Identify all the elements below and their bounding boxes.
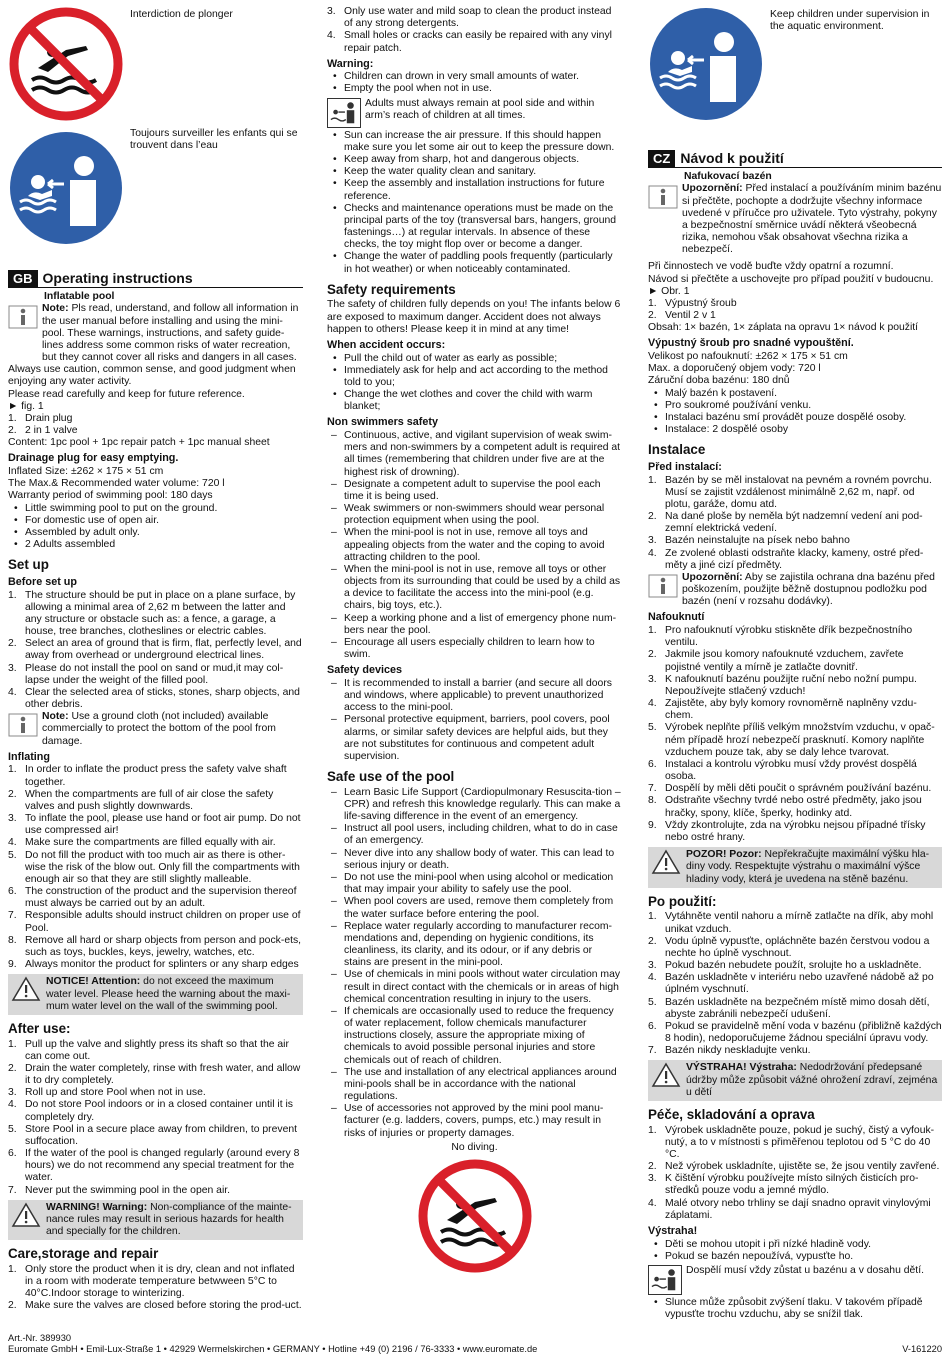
gb-misc-list: • Sun can increase the air pressure. If this should happen make sure you let some air out to keep the pressure down. • Keep away from sharp, hot and dangerous objects. • Keep the water quality clean and sanitary. • Keep the assembly and installation instructions for future reference. • Checks and maintenance operations must be made on the principal parts of the toy (transversal bars, hangers, ground fastenings…) at regular intervals. In absence of these checks, the toy might flop over or become a danger. • Change the water of paddling pools frequently (particularly in hot weather) or when noticeably contaminated. [327,130,622,276]
gb-spec-warranty: Warranty period of swimming pool: 180 days [8,490,213,502]
cz-misc-list: • Slunce může způsobit zvýšení tlaku. V takovém případě vypusťte trochu vzduchu, aby se snížil tlak. [648,1297,942,1321]
info-icon [648,574,678,598]
gb-setup-heading: Set up [8,557,49,573]
gb-warning-box: WARNING! Warning: Non-compliance of the mainte-nance rules may result in serious hazards for health and specially for the children. [8,1200,303,1241]
gb-inflating-list: 1. In order to inflate the product press the safety valve shaft together. 2. When the compartments are full of air close the safety valves and push slightly downwards. 3. To inflate the pool, please use hand or foot air pump. Do not use compressed air! 4. Make sure the compartments are filled equally with air. 5. Do not fill the product with too much air as there is other-wise the risk of the blow out. Only fill the compartments with enough air so that they are still slightly malleable. 6. The construction of the product and the supervision thereof must always be carried out by an adult. 7. Responsible adults should instruct children on proper use of Pool. 8. Remove all hard or sharp objects from person and pock-ets, such as toys, buckles, keys, jewelry, watches, etc. 9. Always monitor the product for splinters or any sharp edges [8,764,302,971]
version-code: V-161220 [902,1343,942,1354]
cz-fig-ref: ► Obr. 1 [648,285,690,297]
cz-content: Obsah: 1× bazén, 1× záplata na opravu 1× návod k použití [648,322,919,334]
article-number: Art.-Nr. 389930 [8,1333,72,1343]
gb-care-list-2: 3. Only use water and mild soap to clean the product instead of any strong detergents. 4. Small holes or cracks can easily be repaired with any vinyl repair patch. [327,6,612,54]
gb-safety-heading: Safety requirements [327,281,456,297]
cz-before-list: 1. Bazén by se měl instalovat na pevném a rovném povrchu. Musí se zajistit vzdálenost minimálně 2,62 m, např. od plotu, garáže, domu atd. 2. Na dané ploše by neměla být nadzemní vedení ani pod-zemní elektrická vedení. 3. Bazén neinstalujte na písek nebo bahno 4. Ze zvolené oblasti odstraňte klacky, kameny, ostré před-měty a jiné cizí předměty. [648,474,932,571]
gb-devices-heading: Safety devices [327,664,403,677]
cz-spec-warranty: Záruční doba bazénu: 180 dnů [648,375,790,387]
child-supervision-sign-icon [8,130,124,246]
gb-care-heading: Care,storage and repair [8,1246,159,1262]
warning-triangle-icon [651,1062,681,1088]
column-2 [327,6,622,1326]
gb-care-list-1: 1. Only store the product when it is dry, clean and not inflated in a room with moderate temperature betwween 5°C to 40°C.Indoor storage to winterizing. 2. Make sure the valves are closed before storing the prod-uct. [8,1263,302,1312]
gb-safeuse-list: – Learn Basic Life Support (Cardiopulmonary Resuscita-tion – CPR) and refresh this knowledge regularly. This can make a life-saving difference in the event of an emergency. – Instruct all pool users, including children, what to do in case of an emergency. – Never dive into any shallow body of water. This can lead to serious injury or death. – Do not use the mini-pool when using alcohol or medication that may impair your ability to safely use the pool. – When pool covers are used, remove them completely from the water surface before entering the pool. – Replace water regularly according to manufacturer recom-mendations and, depending on hygienic conditions, its cleanliness, its clarity, and its odour, or if any debris or stains are present in the mini-pool. – Use of chemicals in mini pools without water circulation may result in direct contact with the chemicals or in areas of high chemical concentration resulting in injury to the users. – If chemicals are occasionally used to reduce the frequency of water replacement, follow chemicals manufacturer instructions closely, assure the appropriate mixing of chemicals to avoid possible personal injuries and store chemicals out of reach of children. – The use and installation of any electrical appliances around mini-pools shall be in accordance with the national regulations. – Use of accessories not approved by the mini pool manu-facturer (e.g. ladders, covers, pumps, etc.) may result in risks of injuries or property damages. [327,787,622,1140]
company-address: Euromate GmbH • Emil-Lux-Straße 1 • 42929 Wermelskirchen • GERMANY • Hotline +49 (0) 2196 / 76-3333 • www.euromate.de [8,1343,538,1354]
adult-supervision-icon [648,1265,682,1295]
gb-lang-badge: GB [8,270,38,287]
gb-before-list: 1. The structure should be put in place on a plane surface, by allowing a minimal area of 2,62 m between the latter and any structure or obstacle such as: a fence, a garage, a house, tree branches, clotheslines or electric cables. 2. Select an area of ground that is firm, flat, perfectly level, and away from overhead or underground electrical lines. 3. Please do not install the pool on sand or mud,it may col-lapse under the weight of the filled pool. 4. Clear the selected area of sticks, stones, sharp objects, and other debris. [8,589,302,711]
gb-content: Content: 1pc pool + 1pc repair patch + 1pc manual sheet [8,437,270,449]
cz-warn-list: • Děti se mohou utopit i při nízké hladině vody. • Pokud se bazén nepoužívá, vypusťte ho. [648,1239,942,1263]
gb-safeuse-heading: Safe use of the pool [327,769,455,785]
cz-after-heading: Po použití: [648,893,717,909]
cz-usage-list: • Malý bazén k postavení. • Pro soukromé používání venku. • Instalaci bazénu smí provádět pouze dospělé osoby. • Instalace: 2 dospělé osoby [648,388,942,437]
info-icon [8,713,38,737]
gb-inflating-heading: Inflating [8,750,50,763]
cz-note: Upozornění: Před instalací a používáním minim bazénu si přečtěte, pochopte a dodržujte všechny informace uvedené v příručce pro uživatele. Tyto výstrahy, pokyny a bezpečnostní směrnice uvádí některá všeobecná rizika, nemohou však obsahovat všechna rizika a nebezpečí. [648,183,942,256]
cz-spec-volume: Max. a doporučený objem vody: 720 l [648,363,821,375]
gb-keep-supervision-text: Keep children under supervision in the aquatic environment. [770,9,930,33]
warning-triangle-icon [11,1202,41,1228]
cz-header [648,150,942,168]
gb-after-heading: After use: [8,1020,71,1036]
cz-care-heading: Péče, skladování a oprava [648,1106,815,1122]
gb-spec-size: Inflated Size: ±262 × 175 × 51 cm [8,466,164,478]
cz-vystraha-box: VÝSTRAHA! Výstraha: Nedodržování předepsané údržby může způsobit vážné ohrožení zdraví, zejména u dětí [648,1060,942,1101]
cz-before-heading: Před instalací: [648,460,722,473]
fr-supervise-text: Toujours surveiller les enfants qui se trouvent dans l’eau [130,128,298,152]
gb-accident-heading: When accident occurs: [327,338,446,351]
column-1 [8,6,303,1326]
cz-adult-supervision: Dospělí musí vždy zůstat u bazénu a v dosahu dětí. [648,1265,942,1295]
cz-after-list: 1. Vytáhněte ventil nahoru a mírně zatlačte na dřík, aby mohl unikat vzduch. 2. Vodu úplně vypusťte, opláchněte bazén čerstvou vodou a nechte ho úplně vyschnout. 3. Pokud bazén nebudete použít, srolujte ho a uskladněte. 4. Bazén uskladněte v interiéru nebo uzavřené nádobě až po úplném vyschnutí. 5. Bazén uskladněte na bezpečném místě mimo dosah dětí, abyste zabránili nebezpečí udušení. 6. Pokud se pravidelně mění voda v bazénu (přibližně každých 8 hodin), nedoporučujeme žádnou speciální úpravu vody. 7. Bazén nikdy neskladujte venku. [648,911,942,1057]
warning-triangle-icon [11,976,41,1002]
cz-drain-heading: Výpustný šroub pro snadné vypouštění. [648,337,854,350]
gb-warn-heading: Warning: [327,57,374,70]
cz-warn-heading: Výstraha! [648,1224,698,1237]
cz-intro-1: Při činnostech ve vodě buďte vždy opatrní a rozumní. [648,261,894,273]
cz-note-groundcloth: Upozornění: Aby se zajistila ochrana dna bazénu před poškozením, použijte běžně dostupnou podložku pod bazén (není v rozsahu dodávky). [648,572,942,609]
no-diving-sign-icon [8,6,124,122]
info-icon [648,185,678,209]
cz-inflate-list: 1. Pro nafouknutí výrobku stiskněte dřík bezpečnostního ventilu. 2. Jakmile jsou komory nafouknuté vzduchem, zavřete pojistné ventily a mírně je zatlačte dovnitř. 3. K nafouknutí bazénu použijte ruční nebo nožní pumpu. Nepoužívejte stlačený vzduch! 4. Zajistěte, aby byly komory rovnoměrně naplněny vzdu-chem. 5. Výrobek neplňte příliš velkým množstvím vzduchu, v opač-ném případě hrozí nebezpečí prasknutí. Komory naplňte vzduchem pouze tak, aby se daly lehce tvarovat. 6. Instalaci a kontrolu výrobku musí vždy provést dospělá osoba. 7. Dospělí by měli děti poučit o správném používání bazénu. 8. Odstraňte všechny tvrdé nebo ostré předměty, jako jsou hračky, spony, klíče, šperky, hodinky atd. 9. Vždy zkontrolujte, zda na výrobku nejsou případné třísky nebo ostré hrany. [648,625,935,843]
gb-safety-text: The safety of children fully depends on you! The infants below 6 are exposed to maximum danger. Accident does not always happen to others! Please keep it in mind at any time! [327,299,621,335]
gb-after-list: 1. Pull up the valve and slightly press its shaft so that the air can come out. 2. Drain the water completely, rinse with fresh water, and allow it to dry completely. 3. Roll up and store Pool when not in use. 4. Do not store Pool indoors or in a closed container until it is completely dry. 5. Store Pool in a secure place away from children, to prevent suffocation. 6. If the water of the pool is changed regularly (around every 8 hours) we do not recommend any special treatment for the water. 7. Never put the swimming pool in the open air. [8,1038,301,1196]
cz-care-list: 1. Výrobek uskladněte pouze, pokud je suchý, čistý a vyfouk-nutý, a to v místnosti s přiměřenou teplotou od 5 °C do 40 °C. 2. Než výrobek uskladníte, ujistěte se, že jsou ventily zavřené. 3. K čištění výrobku používejte místo silných čisticích pro-středků pouze vodu a jemné mýdlo. 4. Malé otvory nebo trhliny se dají snadno opravit vinylovými záplatami. [648,1124,940,1221]
gb-accident-list: • Pull the child out of water as early as possible; • Immediately ask for help and act according to the method told to you; • Change the wet clothes and cover the child with warm blanket; [327,353,622,414]
adult-supervision-icon [327,98,361,128]
no-diving-sign-icon [417,1158,533,1274]
gb-intro-1: Always use caution, common sense, and good judgment when enjoying any water activity. [8,364,296,388]
gb-intro-2: Please read carefully and keep for future reference. [8,388,245,400]
gb-no-diving-caption: No diving. [451,1141,498,1153]
gb-parts-list: 1. Drain plug 2. 2 in 1 valve [8,412,78,437]
gb-fig-ref: ► fig. 1 [8,400,44,412]
footer [8,1333,942,1355]
child-supervision-sign-icon [648,6,764,122]
gb-notice-box: NOTICE! Attention: do not exceed the maximum water level. Please heed the warning about the maxi-mum water level on the wall of the swimming pool. [8,974,303,1015]
gb-devices-list: – It is recommended to install a barrier (and secure all doors and windows, where applicable) to prevent unauthorized access to the mini-pool. – Personal protective equipment, barriers, pool covers, pool alarms, or similar safety devices are helpful aids, but they are not substitutes for continuous and competent adult supervision. [327,678,622,763]
gb-title: Operating instructions [42,270,193,287]
gb-drain-heading: Drainage plug for easy emptying. [8,452,179,465]
info-icon [8,305,38,329]
cz-pozor-box: POZOR! Pozor: Nepřekračujte maximální výšku hla-diny vody. Respektujte výstrahu o maximální výšce hladiny vody, která je uvedena na stěně bazénu. [648,847,942,888]
gb-nonswim-list: – Continuous, active, and vigilant supervision of weak swim-mers and non-swimmers by a competent adult is required at all times (remembering that children under five are at the highest risk of drowning). – Designate a competent adult to supervise the pool each time it is being used. – Weak swimmers or non-swimmers should wear personal protection equipment when using the pool. – When the mini-pool is not in use, remove all toys and appealing objects from the water and the coping to avoid attracting children to the pool. – When the mini-pool is not in use, remove all toys or other objects from its surrounding that could be used by a child as a device to facilitate the access into the mini-pool (e.g. chairs, big toys, etc.). – Keep a working phone and a list of emergency phone num-bers near the pool. – Encourage all users especially children to learn how to swim. [327,430,622,661]
fr-no-diving-text: Interdiction de plonger [130,9,233,20]
cz-parts-list: 1. Výpustný šroub 2. Ventil 2 v 1 [648,297,737,322]
cz-inflate-heading: Nafouknutí [648,611,705,624]
gb-note-groundcloth: Note: Use a ground cloth (not included) available commercially to protect the bottom of the pool from damage. [8,711,303,748]
column-3 [648,6,942,1326]
cz-intro-2: Návod si přečtěte a uschovejte pro případ použití v budoucnu. [648,273,934,285]
cz-spec-size: Velikost po nafouknutí: ±262 × 175 × 51 cm [648,351,848,363]
gb-nonswim-heading: Non swimmers safety [327,416,439,429]
gb-adult-supervision: Adults must always remain at pool side and within arm’s reach of children at all times. [327,98,622,128]
gb-usage-list: • Little swimming pool to put on the ground. • For domestic use of open air. • Assembled by adult only. • 2 Adults assembled [8,503,303,552]
cz-subtitle: Nafukovací bazén [684,171,772,183]
cz-install-heading: Instalace [648,442,706,458]
gb-subtitle: Inflatable pool [44,291,115,303]
gb-spec-volume: The Max.& Recommended water volume: 720 l [8,478,225,490]
warning-triangle-icon [651,849,681,875]
gb-header [8,270,303,288]
gb-note: Note: Pls read, understand, and follow all information in the user manual before installing and using the mini-pool. These warnings, instructions, and safety guide-lines address some common risks of water recreation, but they cannot cover all risks and dangers in all cases. [8,303,303,364]
cz-title: Návod k použití [680,150,784,167]
cz-lang-badge: CZ [648,150,675,167]
gb-before-heading: Before set up [8,575,77,588]
gb-warn-list: • Children can drown in very small amounts of water. • Empty the pool when not in use. [327,71,622,95]
